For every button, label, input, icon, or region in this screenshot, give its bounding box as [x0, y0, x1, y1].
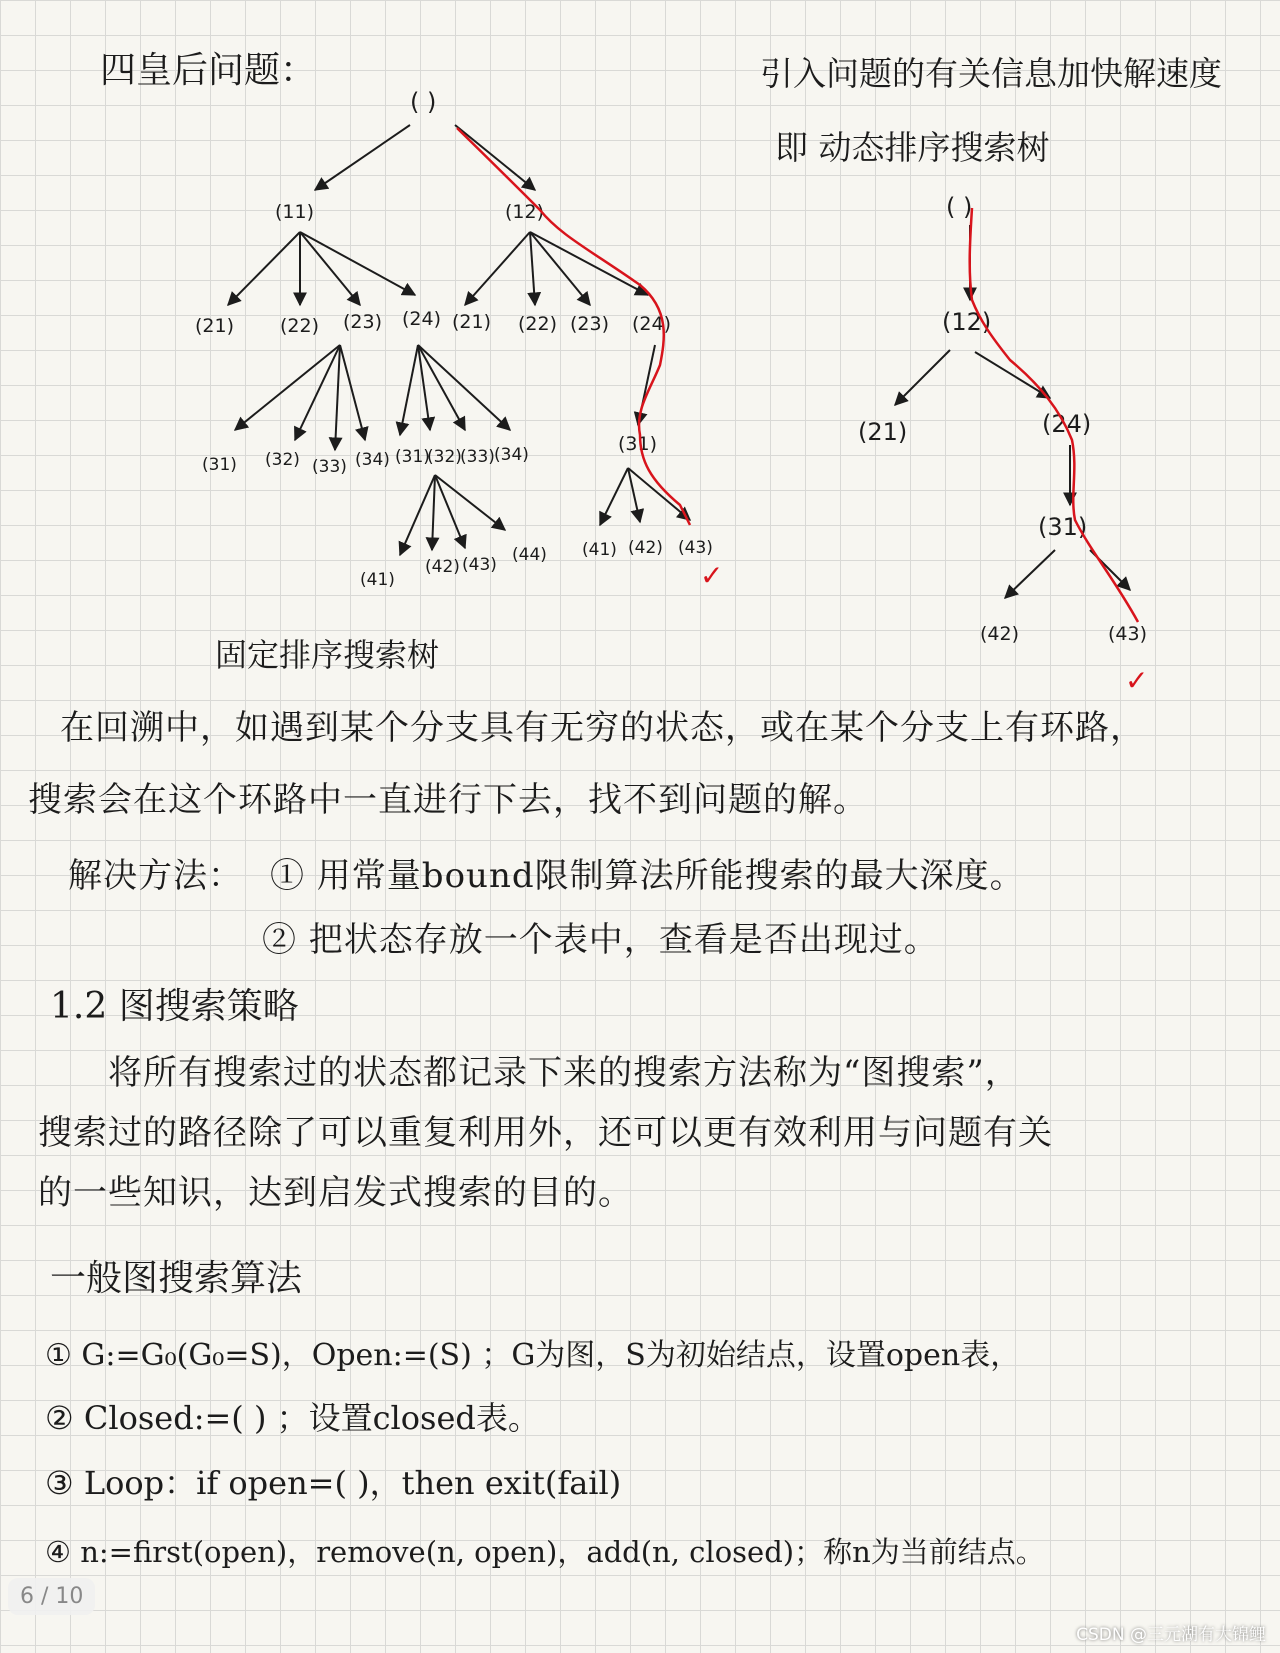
fixed-node-l3-33a: (33): [312, 457, 347, 477]
algorithm-step-3: ③ Loop：if open=( )，then exit(fail): [45, 1464, 622, 1502]
fixed-node-l3-31b: (31): [395, 447, 430, 467]
solution-item-1: ① 用常量bound限制算法所能搜索的最大深度。: [270, 856, 1025, 896]
dynamic-intro-line1: 引入问题的有关信息加快解速度: [760, 54, 1222, 93]
csdn-watermark: CSDN @三元湖有大锦鲤: [1076, 1625, 1266, 1645]
algorithm-step-2: ② Closed:=( ) ；设置closed表。: [45, 1399, 540, 1437]
dynamic-root-node: ( ): [946, 193, 973, 221]
backtrack-line-1: 在回溯中，如遇到某个分支具有无穷的状态，或在某个分支上有环路，: [60, 708, 1145, 748]
fixed-node-l3-right-31: (31): [618, 433, 658, 455]
edge-d-12-24: [975, 352, 1050, 398]
fixed-node-l3-33b: (33): [460, 447, 495, 467]
fixed-node-l2-24b: (24): [632, 313, 672, 335]
fixed-node-l3-31a: (31): [202, 455, 237, 475]
graph-search-desc-3: 的一些知识，达到启发式搜索的目的。: [38, 1173, 633, 1213]
dynamic-solution-check: ✓: [1125, 664, 1149, 697]
graph-search-desc-2: 搜索过的路径除了可以重复利用外，还可以更有效利用与问题有关: [38, 1113, 1053, 1153]
edge-d-31-42: [1005, 550, 1055, 598]
edge-d-12-21: [895, 350, 950, 405]
fixed-solution-check: ✓: [700, 559, 724, 592]
fixed-node-l4-43a: (43): [462, 555, 497, 575]
dynamic-intro-line2: 即 动态排序搜索树: [775, 128, 1050, 167]
four-queens-title: 四皇后问题：: [100, 50, 317, 91]
fixed-node-l2-22a: (22): [280, 315, 320, 337]
fixed-node-l4-44a: (44): [512, 545, 547, 565]
dynamic-node-31: (31): [1038, 513, 1088, 541]
algorithm-heading: 一般图搜索算法: [50, 1258, 303, 1299]
fixed-node-12: (12): [505, 201, 545, 223]
fixed-node-l4-41a: (41): [360, 570, 395, 590]
fixed-node-l4-43b: (43): [678, 538, 713, 558]
fixed-root-node: ( ): [410, 88, 437, 116]
algorithm-step-1: ① G:=G₀(G₀=S)，Open:=(S) ；G为图，S为初始结点，设置open表，: [45, 1338, 1021, 1373]
solution-item-2: ② 把状态存放一个表中，查看是否出现过。: [262, 920, 939, 960]
fixed-node-l2-21b: (21): [452, 311, 492, 333]
dynamic-order-search-tree: [0, 0, 1240, 697]
fixed-node-l3-32a: (32): [265, 450, 300, 470]
fixed-node-l3-34a: (34): [355, 450, 390, 470]
fixed-node-l2-23a: (23): [343, 311, 383, 333]
fixed-node-l2-23b: (23): [570, 313, 610, 335]
dynamic-node-42: (42): [980, 623, 1020, 645]
dynamic-node-43: (43): [1108, 623, 1148, 645]
fixed-node-l2-21a: (21): [195, 315, 235, 337]
fixed-node-l4-42a: (42): [425, 557, 460, 577]
fixed-node-l3-32b: (32): [427, 447, 462, 467]
fixed-tree-caption: 固定排序搜索树: [215, 636, 440, 674]
graph-search-desc-1: 将所有搜索过的状态都记录下来的搜索方法称为“图搜索”，: [108, 1053, 1020, 1093]
fixed-node-l3-34b: (34): [494, 445, 529, 465]
fixed-node-l2-22b: (22): [518, 313, 558, 335]
dynamic-node-12: (12): [942, 308, 992, 336]
algorithm-step-4: ④ n:=first(open)，remove(n, open)，add(n, closed)；称n为当前结点。: [45, 1535, 1045, 1569]
section-heading-graph-search: 1.2 图搜索策略: [50, 986, 299, 1027]
dynamic-node-21: (21): [858, 418, 908, 446]
solution-label: 解决方法：: [68, 856, 243, 896]
fixed-node-l2-24a: (24): [402, 308, 442, 330]
page-indicator: 6 / 10: [8, 1578, 95, 1615]
fixed-node-l4-42b: (42): [628, 538, 663, 558]
dynamic-node-24: (24): [1042, 410, 1092, 438]
fixed-node-11: (11): [275, 201, 315, 223]
fixed-node-l4-41b: (41): [582, 540, 617, 560]
backtrack-line-2: 搜索会在这个环路中一直进行下去，找不到问题的解。: [28, 780, 868, 820]
dynamic-tree-diagram: [0, 0, 1240, 697]
